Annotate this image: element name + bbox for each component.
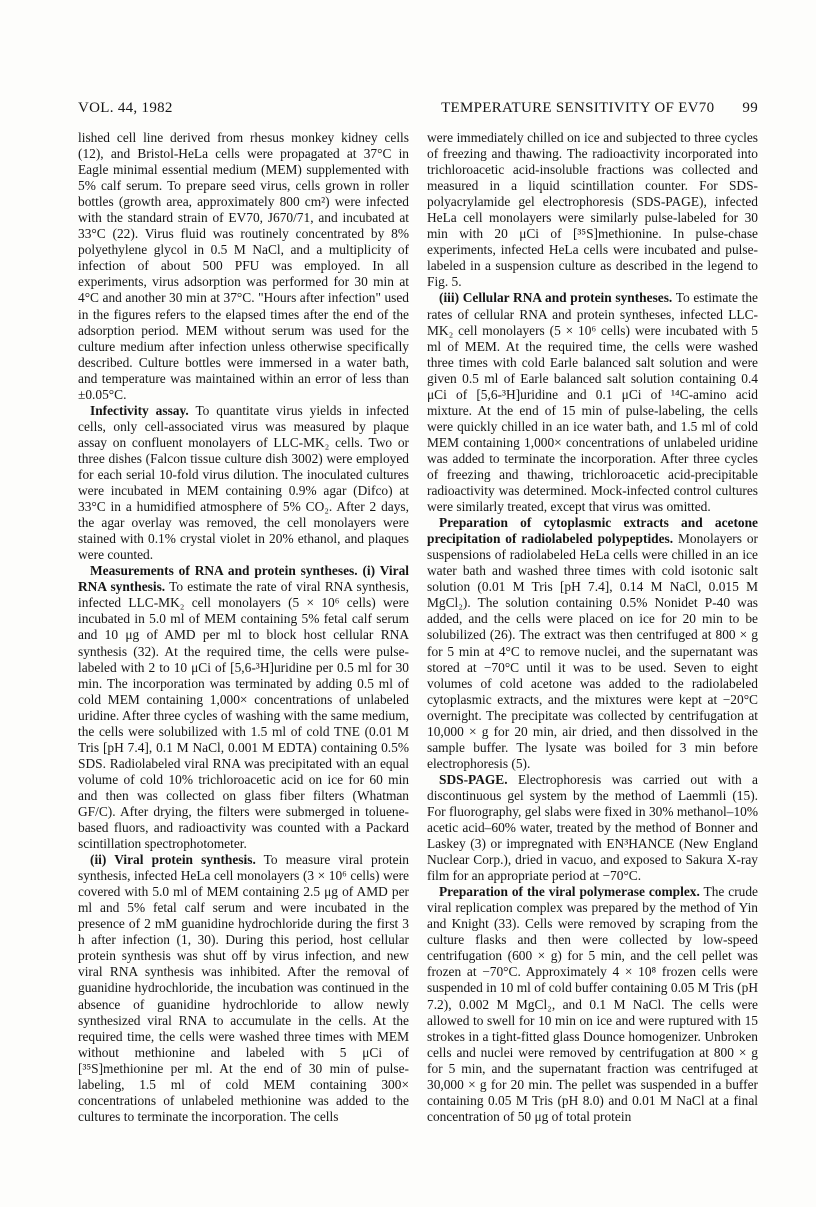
paragraph bbox=[78, 403, 409, 563]
section-heading: (ii) Viral protein synthesis. bbox=[90, 852, 256, 868]
body-text: To measure viral protein synthesis, infected HeLa cell monolayers (3 × 10⁶ cells) were covered with 5.0 ml of MEM containing 2.5 μg of AMD per ml and 5% fetal calf serum and were incubated in the presence of 2 mM guanidine hydrochloride during the first 3 h after infection (1, 30). During this period, host cellular protein synthesis was shut off by virus infection, and new viral RNA synthesis was inhibited. After the removal of guanidine hydrochloride, the incubation was continued in the absence of guanidine hydrochloride to allow newly synthesized viral RNA to accumulate in the cells. At the required time, the cells were washed three times with MEM without methionine and labeled with 5 μCi of [³⁵S]methionine per ml. At the end of 30 min of pulse-labeling, 1.5 ml of cold MEM containing 300× concentrations of unlabeled methionine was added to the cultures to terminate the incorporation. The cells bbox=[78, 852, 409, 1124]
volume-label: VOL. 44, 1982 bbox=[78, 100, 173, 116]
section-heading: Preparation of the viral polymerase complex. bbox=[439, 884, 700, 900]
page-number: 99 bbox=[742, 100, 758, 116]
body-text: To estimate the rate of viral RNA synthesis, infected LLC-MK₂ cell monolayers (5 × 10⁶ cells) were incubated in 5.0 ml of MEM containing 5% fetal calf serum and 10 μg of AMD per ml to block host cellular RNA synthesis (32). At the required time, the cells were pulse-labeled with 2 to 10 μCi of [5,6-³H]uridine per 0.5 ml for 30 min. The incorporation was terminated by adding 0.5 ml of cold MEM containing 1,000× concentrations of unlabeled uridine. After three cycles of washing with the same medium, the cells were solubilized with 1.5 ml of cold TNE (0.01 M Tris [pH 7.4], 0.1 M NaCl, 0.001 M EDTA) containing 0.5% SDS. Radiolabeled viral RNA was precipitated with an equal volume of cold 10% trichloroacetic acid on ice for 60 min and then was collected on glass fiber filters (Whatman GF/C). After drying, the filters were submerged in toluene-based fluors, and radioactivity was counted with a Packard scintillation spectrophotometer. bbox=[78, 579, 409, 852]
section-heading: Preparation of cytoplasmic extracts and acetone precipitation of radiolabeled polypeptides. bbox=[427, 515, 758, 547]
section-heading: Infectivity assay. bbox=[90, 402, 189, 418]
right-column bbox=[427, 130, 758, 1125]
body-text: were immediately chilled on ice and subjected to three cycles of freezing and thawing. The radioactivity incorporated into trichloroacetic acid-insoluble fractions was collected and measured in a liquid scintillation counter. For SDS-polyacrylamide gel electrophoresis (SDS-PAGE), infected HeLa cell monolayers were similarly pulse-labeled for 30 min with 20 μCi of [³⁵S]methionine. In pulse-chase experiments, infected HeLa cells were incubated and pulse-labeled in a suspension culture as described in the legend to Fig. 5. bbox=[427, 130, 758, 290]
paragraph bbox=[427, 130, 758, 290]
body-text: To quantitate virus yields in infected cells, only cell-associated virus was measured by plaque assay on confluent monolayers of LLC-MK₂ cells. Two or three dishes (Falcon tissue culture dish 3002) were employed for each serial 10-fold virus dilution. The inoculated cultures were incubated in MEM containing 0.9% agar (Difco) at 33°C in a humidified atmosphere of 5% CO₂. After 2 days, the agar overlay was removed, the cell monolayers were stained with 0.1% crystal violet in 20% ethanol, and plaques were counted. bbox=[78, 402, 410, 563]
body-text: To estimate the rates of cellular RNA and protein syntheses, infected LLC-MK₂ cell monolayers (5 × 10⁶ cells) were incubated with 5 ml of MEM. At the required time, the cells were washed three times with cold Earle balanced salt solution and were given 0.5 ml of Earle balanced salt solution containing 0.4 μCi of [5,6-³H]uridine and 0.1 μCi of ¹⁴C-amino acid mixture. At the end of 15 min of pulse-labeling, the cells were quickly chilled in an ice water bath, and 1.5 ml of cold MEM containing 1,000× concentrations of unlabeled uridine was added to terminate the incorporation. After three cycles of freezing and thawing, trichloroacetic acid-precipitable radioactivity was determined. Mock-infected control cultures were similarly treated, except that virus was omitted. bbox=[427, 290, 758, 515]
paragraph bbox=[427, 884, 758, 1125]
running-header bbox=[78, 100, 758, 122]
paragraph bbox=[78, 130, 409, 403]
section-heading: SDS-PAGE. bbox=[439, 771, 508, 787]
running-title: TEMPERATURE SENSITIVITY OF EV70 bbox=[441, 100, 715, 116]
section-heading: (iii) Cellular RNA and protein syntheses. bbox=[439, 290, 673, 306]
paragraph bbox=[427, 290, 758, 515]
body-text: lished cell line derived from rhesus monkey kidney cells (12), and Bristol-HeLa cells were propagated at 37°C in Eagle minimal essential medium (MEM) supplemented with 5% calf serum. To prepare seed virus, cells grown in roller bottles (growth area, approximately 800 cm²) were infected with the standard strain of EV70, J670/71, and incubated at 33°C (22). Virus fluid was routinely concentrated by 8% polyethylene glycol in 0.5 M NaCl, and a multiplicity of infection of about 500 PFU was employed. In all experiments, virus adsorption was performed for 30 min at 4°C and another 30 min at 37°C. "Hours after infection" used in the figures refers to the elapsed times after the end of the adsorption period. MEM without serum was used for the culture medium after infection unless otherwise specifically described. Culture bottles were immersed in a water bath, and temperature was maintained within an error of less than ±0.05°C. bbox=[78, 130, 409, 402]
header-right bbox=[441, 100, 758, 117]
paragraph bbox=[78, 852, 409, 1125]
body-text: The crude viral replication complex was prepared by the method of Yin and Knight (33). Cells were removed by scraping from the culture flasks and then were collected by low-speed centrifugation (600 × g) for 5 min, and the cell pellet was frozen at −70°C. Approximately 4 × 10⁸ frozen cells were suspended in 10 ml of cold buffer containing 0.05 M Tris (pH 7.2), 0.002 M MgCl₂, and 0.1 M NaCl. The cells were allowed to swell for 10 min on ice and were ruptured with 15 strokes in a tight-fitted glass Dounce homogenizer. Unbroken cells and nuclei were removed by centrifugation at 800 × g for 5 min, and the supernatant fraction was centrifuged at 30,000 × g for 20 min. The pellet was suspended in a buffer containing 0.05 M Tris (pH 8.0) and 0.01 M NaCl at a final concentration of 50 μg of total protein bbox=[427, 884, 759, 1124]
paragraph bbox=[427, 772, 758, 884]
left-column bbox=[78, 130, 409, 1125]
paragraph bbox=[78, 563, 409, 852]
paragraph bbox=[427, 515, 758, 772]
body-text: Electrophoresis was carried out with a discontinuous gel system by the method of Laemmli (15). For fluorography, gel slabs were fixed in 30% methanol–10% acetic acid–60% water, treated by the method of Bonner and Laskey (3) or impregnated with EN³HANCE (New England Nuclear Corp.), dried in vacuo, and exposed to Sakura X-ray film for an appropriate period at −70°C. bbox=[427, 771, 758, 884]
body-text: Monolayers or suspensions of radiolabeled HeLa cells were chilled in an ice water bath and washed three times with cold isotonic salt solution (0.01 M Tris [pH 7.4], 0.14 M NaCl, 0.015 M MgCl₂). The solution containing 0.5% Nonidet P-40 was added, and the cells were placed on ice for 20 min to be solubilized (26). The extract was then centrifuged at 800 × g for 5 min at 4°C to remove nuclei, and the supernatant was stored at −70°C until it was to be used. Seven to eight volumes of cold acetone was added to the radiolabeled cytoplasmic extracts, and the mixtures were kept at −20°C overnight. The precipitate was collected by centrifugation at 10,000 × g for 20 min, air dried, and then dissolved in the sample buffer. The lysate was boiled for 3 min before electrophoresis (5). bbox=[427, 531, 758, 771]
section-heading: Measurements of RNA and protein syntheses. (i) Viral RNA synthesis. bbox=[78, 563, 409, 595]
